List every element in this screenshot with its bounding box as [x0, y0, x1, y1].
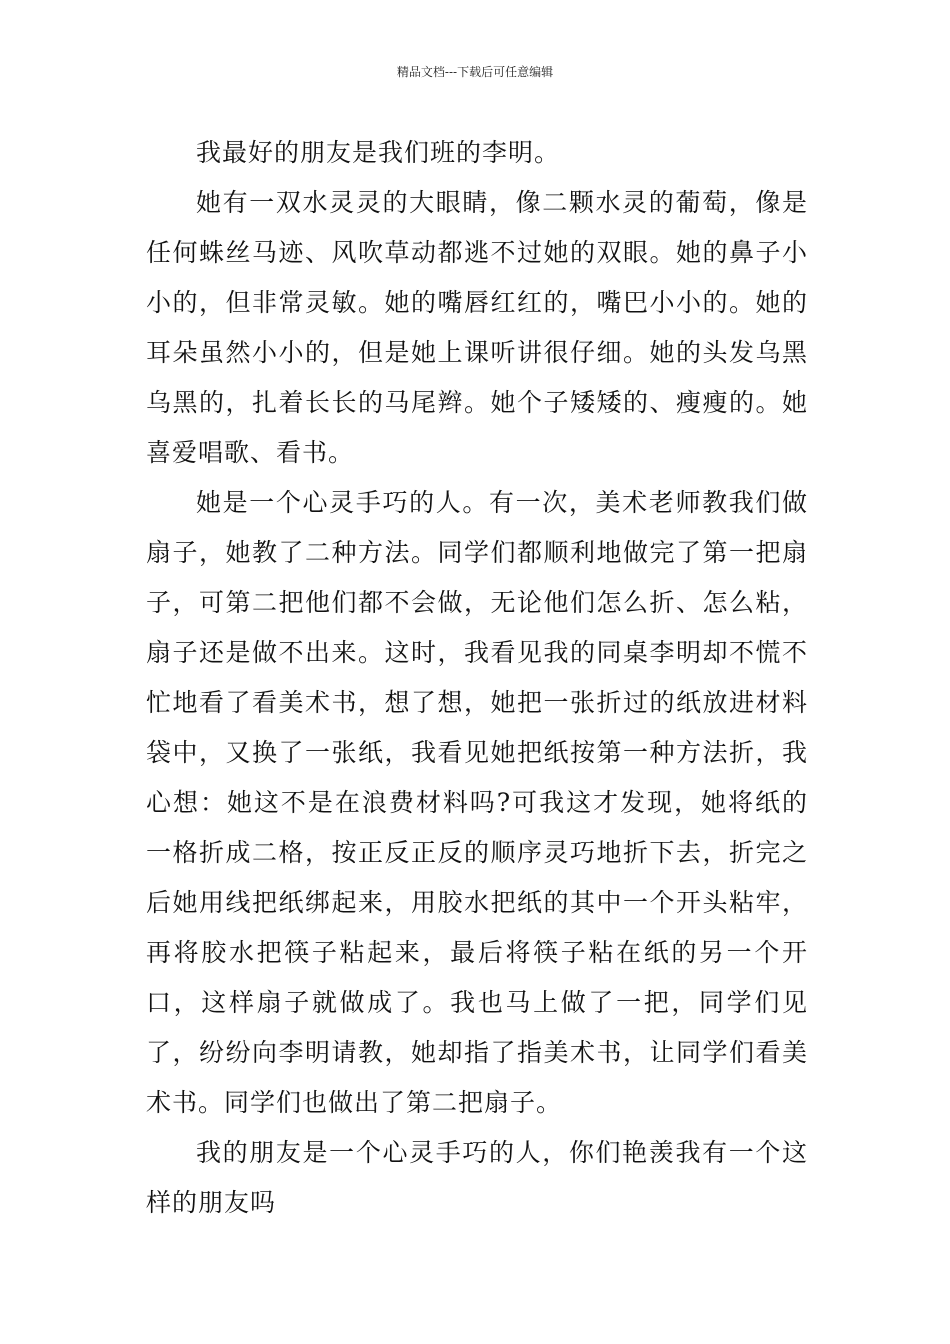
document-body	[146, 128, 808, 1228]
paragraph-intro: 我最好的朋友是我们班的李明。	[196, 138, 561, 167]
paragraph-appearance: 她有一双水灵灵的大眼睛，像二颗水灵的葡萄，像是任何蛛丝马迹、风吹草动都逃不过她的双眼。她的鼻子小小的，但非常灵敏。她的嘴唇红红的，嘴巴小小的。她的耳朵虽然小小的，但是她上课听讲很仔细。她的头发乌黑乌黑的，扎着长长的马尾辫。她个子矮矮的、瘦瘦的。她喜爱唱歌、看书。	[146, 188, 808, 467]
paragraph-story: 她是一个心灵手巧的人。有一次，美术老师教我们做扇子，她教了二种方法。同学们都顺利地做完了第一把扇子，可第二把他们都不会做，无论他们怎么折、怎么粘，扇子还是做不出来。这时，我看见我的同桌李明却不慌不忙地看了看美术书，想了想，她把一张折过的纸放进材料袋中，又换了一张纸，我看见她把纸按第一种方法折，我心想：她这不是在浪费材料吗?可我这才发现，她将纸的一格折成二格，按正反正反的顺序灵巧地折下去，折完之后她用线把纸绑起来，用胶水把纸的其中一个开头粘牢，再将胶水把筷子粘起来，最后将筷子粘在纸的另一个开口，这样扇子就做成了。我也马上做了一把，同学们见了，纷纷向李明请教，她却指了指美术书，让同学们看美术书。同学们也做出了第二把扇子。	[146, 488, 808, 1117]
page-header: 精品文档---下载后可任意编辑	[396, 65, 554, 79]
paragraph-conclusion: 我的朋友是一个心灵手巧的人，你们艳羡我有一个这样的朋友吗	[146, 1138, 808, 1217]
